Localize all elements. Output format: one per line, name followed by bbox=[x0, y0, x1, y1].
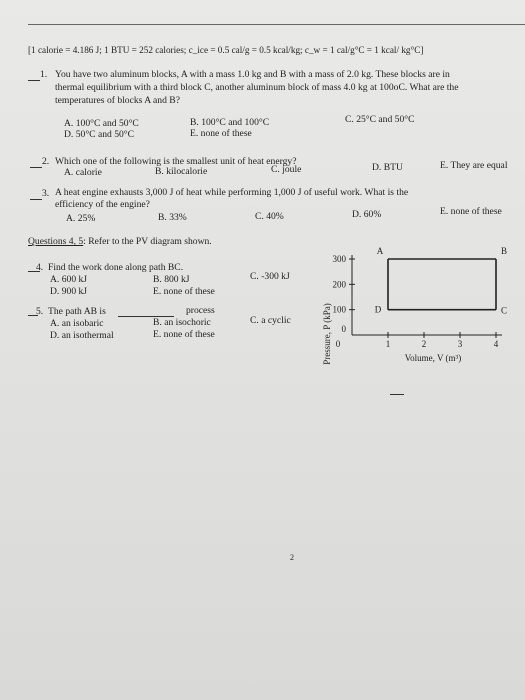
pv-diagram bbox=[308, 240, 518, 380]
q2-number: 2. bbox=[42, 156, 50, 167]
chart-axes bbox=[352, 255, 502, 335]
q4-option-e: E. none of these bbox=[153, 286, 215, 297]
x-tick-label: 1 bbox=[385, 339, 391, 349]
q4-number: 4. bbox=[36, 262, 44, 273]
q3-option-b: B. 33% bbox=[158, 212, 187, 223]
answer-blank-q2[interactable] bbox=[30, 167, 42, 168]
q1-option-c: C. 25°C and 50°C bbox=[345, 114, 415, 125]
y-tick-label: 100 bbox=[332, 304, 346, 315]
answer-blank-q3[interactable] bbox=[30, 199, 42, 200]
point-label-d: D bbox=[374, 304, 382, 315]
x-tick-label: 0 bbox=[335, 339, 341, 349]
q4-text: Find the work done along path BC. bbox=[48, 262, 184, 273]
q2-option-d: D. BTU bbox=[372, 162, 403, 173]
x-tick-label: 3 bbox=[457, 339, 463, 349]
q3-number: 3. bbox=[42, 188, 50, 199]
q1-text-line3: temperatures of blocks A and B? bbox=[55, 95, 180, 106]
q1-option-d: D. 50°C and 50°C bbox=[64, 129, 135, 140]
q4-option-c: C. -300 kJ bbox=[250, 271, 290, 282]
q5-option-c: C. a cyclic bbox=[250, 315, 291, 326]
y-axis-label: Pressure, P (kPa) bbox=[322, 303, 332, 365]
q2-option-c: C. joule bbox=[271, 164, 302, 175]
point-label-c: C bbox=[500, 305, 508, 316]
section-rest: : Refer to the PV diagram shown. bbox=[83, 236, 212, 247]
q5-text: The path AB is bbox=[48, 306, 106, 317]
y-tick-label: 200 bbox=[332, 279, 346, 290]
q1-option-b: B. 100°C and 100°C bbox=[190, 117, 270, 128]
q4-option-b: B. 800 kJ bbox=[153, 274, 190, 285]
q3-option-d: D. 60% bbox=[352, 209, 382, 220]
diagram-underline bbox=[390, 394, 404, 395]
chart-path bbox=[388, 259, 496, 310]
page-number: 2 bbox=[290, 553, 294, 562]
q3-option-c: C. 40% bbox=[255, 211, 284, 222]
q1-text-line1: You have two aluminum blocks, A with a mass 1.0 kg and B with a mass of 2.0 kg. These blocks are in bbox=[55, 69, 450, 80]
q3-text-line1: A heat engine exhausts 3,000 J of heat while performing 1,000 J of useful work. What is the bbox=[55, 187, 409, 198]
q3-option-a: A. 25% bbox=[66, 213, 96, 224]
q1-option-e: E. none of these bbox=[190, 128, 252, 139]
section-heading bbox=[28, 236, 212, 247]
point-label-b: B bbox=[500, 246, 508, 256]
q2-option-a: A. calorie bbox=[64, 167, 102, 178]
q5-option-d: D. an isothermal bbox=[50, 330, 114, 341]
point-label-a: A bbox=[376, 246, 384, 256]
x-tick-label: 2 bbox=[421, 339, 427, 349]
q5-suffix: process bbox=[186, 305, 215, 316]
q2-text: Which one of the following is the smallest unit of heat energy? bbox=[55, 156, 297, 167]
x-tick-label: 4 bbox=[493, 339, 499, 349]
q3-text-line2: efficiency of the engine? bbox=[55, 199, 150, 210]
chart-points bbox=[375, 246, 507, 316]
q4-option-a: A. 600 kJ bbox=[50, 274, 88, 285]
q5-option-e: E. none of these bbox=[153, 329, 215, 340]
q5-option-b: B. an isochoric bbox=[153, 317, 211, 328]
q4-option-d: D. 900 kJ bbox=[50, 286, 88, 297]
q3-option-e: E. none of these bbox=[440, 206, 502, 217]
y-tick-label: 0 bbox=[341, 324, 346, 334]
q2-option-e: E. They are equal bbox=[440, 160, 508, 171]
q1-number: 1. bbox=[40, 69, 48, 80]
q1-text-line2: thermal equilibrium with a third block C, another aluminum block of mass 4.0 kg at 100oC. What are the bbox=[55, 82, 459, 93]
answer-blank-q1[interactable] bbox=[28, 80, 40, 81]
constants-line: [1 calorie = 4.186 J; 1 BTU = 252 calories; c_ice = 0.5 cal/g = 0.5 kcal/kg; c_w = 1 cal/g°C = 1 kcal/ kg°C] bbox=[28, 45, 424, 55]
top-rule bbox=[28, 24, 525, 25]
section-label: Questions 4, 5 bbox=[28, 236, 84, 247]
y-tick-label: 300 bbox=[332, 254, 346, 264]
q1-option-a: A. 100°C and 50°C bbox=[64, 118, 139, 129]
q2-option-b: B. kilocalorie bbox=[155, 166, 208, 177]
q5-option-a: A. an isobaric bbox=[50, 318, 104, 329]
q5-number: 5. bbox=[36, 306, 44, 317]
x-axis-label: Volume, V (m³) bbox=[404, 353, 462, 363]
